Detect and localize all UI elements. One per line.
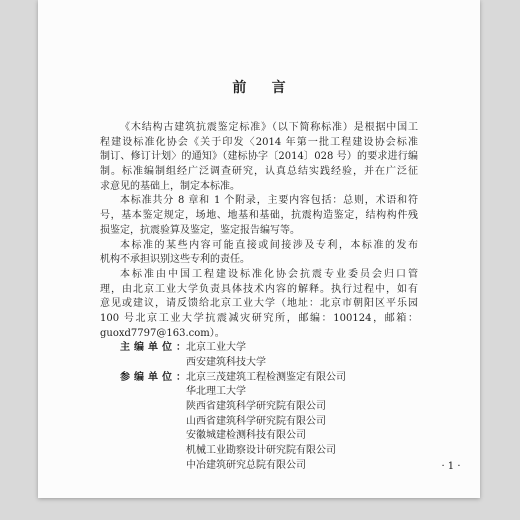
unit-name: 华北理工大学 (186, 386, 246, 398)
unit-name: 中冶建筑研究总院有限公司 (186, 459, 306, 471)
preface-body (100, 121, 418, 474)
co-editor-label: 参编单位： (120, 371, 186, 383)
text-line: 损鉴定，抗震验算及鉴定，鉴定报告编写等。 (100, 224, 300, 236)
unit-row (100, 444, 418, 459)
paragraph-origin (100, 121, 418, 194)
unit-row (100, 415, 418, 430)
unit-row (100, 400, 418, 415)
unit-row (100, 429, 418, 444)
text-line: 制订、修订计划〉的通知》（建标协字〔2014〕028 号）的要求进行编 (100, 151, 418, 163)
text-line: 理，由北京工业大学负责具体技术内容的解释。执行过程中，如有 (100, 283, 418, 295)
chief-editor-label: 主编单位： (120, 342, 186, 354)
text-line: 《木结构古建筑抗震鉴定标准》（以下简称标准）是根据中国工 (120, 122, 418, 133)
unit-row (100, 371, 418, 386)
text-line: 制。标准编制组经广泛调查研究，认真总结实践经验，并在广泛征 (100, 166, 418, 178)
text-line: 求意见的基础上，制定本标准。 (100, 180, 240, 192)
text-line: 号，基本鉴定规定，场地、地基和基础，抗震构造鉴定，结构构件残 (100, 210, 418, 222)
text-line: guoxd7797@163.com）。 (100, 327, 225, 339)
book-page (38, 0, 480, 498)
page-title: 前言 (232, 80, 311, 96)
unit-name: 北京工业大学 (186, 342, 246, 354)
page-number: · 1 · (441, 460, 461, 472)
unit-row (100, 459, 418, 474)
unit-row (100, 341, 418, 356)
text-line: 本标准的某些内容可能直接或间接涉及专利，本标准的发布 (120, 239, 418, 251)
paragraph-patent (100, 239, 418, 268)
text-line: 意见或建议，请反馈给北京工业大学（地址：北京市朝阳区平乐园 (100, 298, 418, 310)
unit-name: 安徽城建检测科技有限公司 (186, 430, 306, 442)
unit-name: 北京三茂建筑工程检测鉴定有限公司 (186, 371, 346, 383)
unit-name: 西安建筑科技大学 (186, 357, 266, 368)
editing-units (100, 341, 418, 473)
text-line: 本标准由中国工程建设标准化协会抗震专业委员会归口管 (120, 268, 418, 280)
text-line: 机构不承担识别这些专利的责任。 (100, 254, 250, 266)
unit-name: 陕西省建筑科学研究院有限公司 (186, 401, 326, 413)
paragraph-contents (100, 194, 418, 238)
unit-row (100, 385, 418, 400)
text-line: 本标准共分 8 章和 1 个附录，主要内容包括：总则，术语和符 (120, 195, 418, 207)
unit-name: 山西省建筑科学研究院有限公司 (186, 415, 326, 427)
unit-name: 机械工业勘察设计研究院有限公司 (186, 445, 336, 457)
text-line: 100 号北京工业大学抗震减灾研究所，邮编：100124，邮箱： (100, 312, 418, 324)
text-line: 程建设标准化协会《关于印发〈2014 年第一批工程建设协会标准 (100, 136, 418, 148)
paragraph-contact (100, 268, 418, 341)
unit-row (100, 356, 418, 371)
